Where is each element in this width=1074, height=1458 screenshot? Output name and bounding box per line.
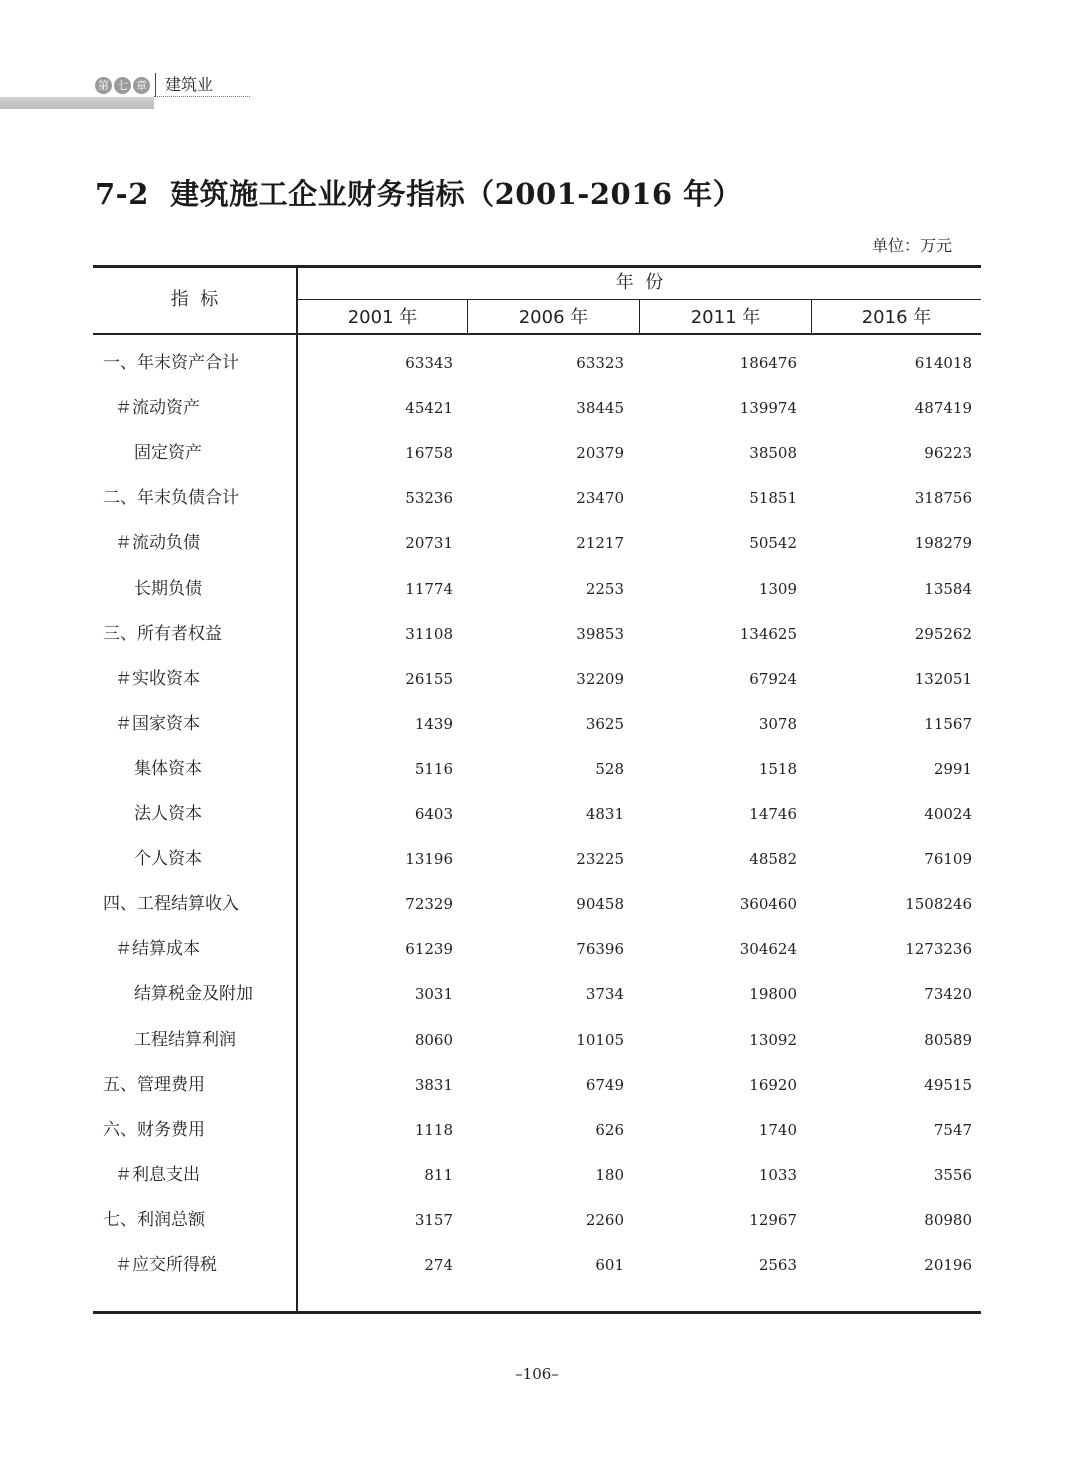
value-cell: 134625	[739, 624, 797, 643]
value-cell: 1439	[414, 714, 453, 733]
value-cell: 274	[424, 1256, 453, 1274]
value-cell: 19800	[749, 985, 797, 1004]
row-label: ＃流动负债	[115, 533, 200, 554]
table-row	[93, 1243, 981, 1288]
table-row	[93, 1108, 981, 1153]
value-cell: 811	[424, 1165, 453, 1184]
value-cell: 8060	[414, 1030, 453, 1049]
year-group-header: 年 份	[615, 272, 664, 293]
value-cell: 4831	[585, 805, 624, 823]
table-row	[93, 792, 981, 837]
value-cell: 198279	[914, 534, 972, 553]
value-cell: 1740	[758, 1120, 797, 1139]
row-label: 五、管理费用	[103, 1074, 205, 1095]
row-label: 长期负债	[134, 578, 202, 599]
value-cell: 20731	[405, 534, 453, 553]
value-cell: 76396	[576, 940, 624, 959]
value-cell: 20196	[924, 1256, 972, 1274]
value-cell: 2991	[933, 759, 972, 778]
value-cell: 63343	[405, 354, 453, 372]
value-cell: 51851	[749, 489, 797, 508]
value-cell: 3831	[414, 1075, 453, 1094]
value-cell: 3625	[585, 714, 624, 733]
table-row	[93, 927, 981, 972]
value-cell: 180	[595, 1165, 624, 1184]
value-cell: 73420	[924, 985, 972, 1004]
value-cell: 295262	[914, 624, 972, 643]
value-cell: 80589	[924, 1030, 972, 1049]
value-cell: 304624	[739, 940, 797, 959]
column-header-2016: 2016 年	[861, 307, 932, 328]
header-bottom-rule	[93, 333, 981, 335]
row-label: ＃结算成本	[115, 939, 200, 960]
value-cell: 614018	[914, 354, 972, 372]
table-row	[93, 1153, 981, 1198]
table-row	[93, 612, 981, 657]
value-cell: 50542	[749, 534, 797, 553]
header-dotted-rule	[154, 96, 250, 97]
value-cell: 3157	[414, 1210, 453, 1229]
value-cell: 14746	[749, 805, 797, 823]
value-cell: 626	[595, 1120, 624, 1139]
value-cell: 49515	[924, 1075, 972, 1094]
table-row	[93, 386, 981, 431]
value-cell: 10105	[576, 1030, 624, 1049]
page-number: –106–	[515, 1365, 559, 1383]
value-cell: 32209	[576, 669, 624, 688]
table-row	[93, 567, 981, 612]
page-title: 7-2 建筑施工企业财务指标（2001-2016 年）	[95, 177, 743, 211]
value-cell: 11774	[405, 579, 453, 598]
row-label: ＃应交所得税	[115, 1255, 217, 1275]
table-row	[93, 431, 981, 476]
table-row	[93, 972, 981, 1017]
value-cell: 3734	[585, 985, 624, 1004]
value-cell: 48582	[749, 850, 797, 869]
value-cell: 31108	[405, 624, 453, 643]
value-cell: 13196	[405, 850, 453, 869]
value-cell: 1273236	[905, 940, 972, 959]
financial-table	[93, 265, 981, 1314]
value-cell: 96223	[924, 444, 972, 463]
table-row	[93, 1018, 981, 1063]
value-cell: 76109	[924, 850, 972, 869]
value-cell: 1309	[758, 579, 797, 598]
value-cell: 39853	[576, 624, 624, 643]
value-cell: 6403	[414, 805, 453, 823]
column-header-2001: 2001 年	[347, 307, 418, 328]
chapter-char: 第	[95, 77, 112, 94]
value-cell: 26155	[405, 669, 453, 688]
row-label: 六、财务费用	[103, 1119, 205, 1140]
value-cell: 3078	[758, 714, 797, 733]
value-cell: 7547	[933, 1120, 972, 1139]
value-cell: 6749	[585, 1075, 624, 1094]
value-cell: 72329	[405, 895, 453, 914]
row-label: 二、年末负债合计	[103, 488, 239, 509]
row-label: 一、年末资产合计	[103, 353, 239, 373]
indicator-header: 指 标	[170, 289, 219, 310]
table-bottom-rule	[93, 1311, 981, 1314]
row-label: ＃实收资本	[115, 668, 200, 689]
row-label: ＃利息支出	[115, 1164, 200, 1185]
table-row	[93, 837, 981, 882]
value-cell: 38508	[749, 444, 797, 463]
header-divider	[155, 73, 156, 97]
table-row	[93, 476, 981, 521]
row-label: ＃流动资产	[115, 398, 200, 419]
value-cell: 40024	[924, 805, 972, 823]
row-label: 七、利润总额	[103, 1209, 205, 1230]
value-cell: 67924	[749, 669, 797, 688]
value-cell: 12967	[749, 1210, 797, 1229]
value-cell: 186476	[739, 354, 797, 372]
table-top-rule	[93, 265, 981, 268]
value-cell: 2260	[585, 1210, 624, 1229]
value-cell: 139974	[739, 399, 797, 418]
value-cell: 16758	[405, 444, 453, 463]
header-decoration-bar	[0, 97, 154, 109]
table-row	[93, 702, 981, 747]
value-cell: 23225	[576, 850, 624, 869]
value-cell: 53236	[405, 489, 453, 508]
row-label: 三、所有者权益	[103, 623, 222, 644]
row-label: 结算税金及附加	[134, 984, 253, 1005]
value-cell: 20379	[576, 444, 624, 463]
value-cell: 487419	[914, 399, 972, 418]
chapter-badge	[95, 76, 150, 95]
row-label: 四、工程结算收入	[103, 894, 239, 915]
value-cell: 5116	[414, 759, 453, 778]
table-row	[93, 882, 981, 927]
table-row	[93, 341, 981, 386]
value-cell: 360460	[739, 895, 797, 914]
value-cell: 3031	[414, 985, 453, 1004]
value-cell: 80980	[924, 1210, 972, 1229]
table-row	[93, 1198, 981, 1243]
value-cell: 1518	[758, 759, 797, 778]
value-cell: 2563	[758, 1256, 797, 1274]
value-cell: 3556	[933, 1165, 972, 1184]
table-row	[93, 657, 981, 702]
table-row	[93, 747, 981, 792]
value-cell: 132051	[914, 669, 972, 688]
value-cell: 1508246	[905, 895, 972, 914]
section-title: 建筑业	[165, 75, 214, 94]
column-header-2011: 2011 年	[690, 307, 761, 328]
value-cell: 13092	[749, 1030, 797, 1049]
row-label: 个人资本	[134, 849, 202, 870]
table-row	[93, 521, 981, 566]
value-cell: 601	[595, 1256, 624, 1274]
row-label: 工程结算利润	[134, 1029, 236, 1050]
value-cell: 23470	[576, 489, 624, 508]
table-row	[93, 1063, 981, 1108]
value-cell: 318756	[914, 489, 972, 508]
chapter-char: 章	[133, 77, 150, 94]
value-cell: 21217	[576, 534, 624, 553]
value-cell: 11567	[924, 714, 972, 733]
column-header-2006: 2006 年	[518, 307, 589, 328]
value-cell: 45421	[405, 399, 453, 418]
chapter-char: 七	[114, 77, 131, 94]
value-cell: 63323	[576, 354, 624, 372]
value-cell: 38445	[576, 399, 624, 418]
row-label: 集体资本	[134, 758, 202, 779]
value-cell: 90458	[576, 895, 624, 914]
row-label: 固定资产	[134, 443, 202, 464]
value-cell: 61239	[405, 940, 453, 959]
row-label: ＃国家资本	[115, 713, 200, 734]
value-cell: 13584	[924, 579, 972, 598]
value-cell: 1033	[758, 1165, 797, 1184]
value-cell: 2253	[585, 579, 624, 598]
row-label: 法人资本	[134, 804, 202, 824]
unit-label: 单位：万元	[872, 236, 953, 255]
value-cell: 528	[595, 759, 624, 778]
value-cell: 16920	[749, 1075, 797, 1094]
value-cell: 1118	[414, 1120, 453, 1139]
